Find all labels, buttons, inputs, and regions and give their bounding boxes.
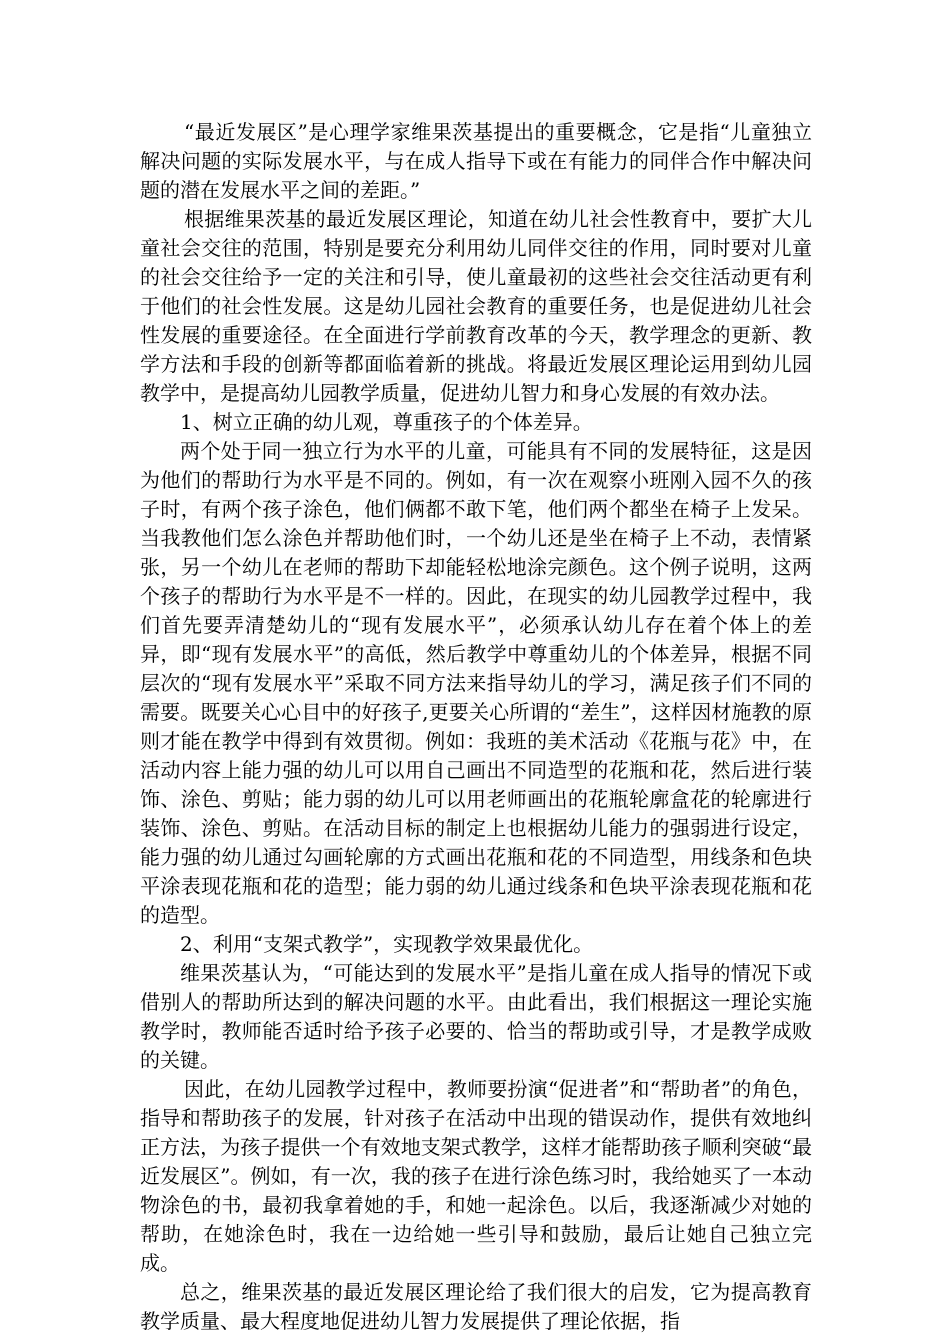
paragraph-conclusion: 总之，维果茨基的最近发展区理论给了我们很大的启发，它为提高教育教学质量、最大程度地促进幼儿智力发展提供了理论依据，指 (140, 1280, 812, 1333)
paragraph-teacher-role: 因此，在幼儿园教学过程中，教师要扮演“促进者”和“帮助者”的角色，指导和帮助孩子的发展，针对孩子在活动中出现的错误动作，提供有效地纠正方法，为孩子提供一个有效地支架式教学，这样才能帮助孩子顺利突破“最近发展区”。例如，有一次，我的孩子在进行涂色练习时，我给她买了一本动物涂色的书，最初我拿着她的手，和她一起涂色。以后，我逐渐减少对她的帮助，在她涂色时，我在一边给她一些引导和鼓励，最后让她自己独立完成。 (140, 1077, 812, 1275)
paragraph-scaffolding-theory: 维果茨基认为，“可能达到的发展水平”是指儿童在成人指导的情况下或借别人的帮助所达到的解决问题的水平。由此看出，我们根据这一理论实施教学时，教师能否适时给予孩子必要的、恰当的帮助或引导，才是教学成败的关键。 (140, 961, 812, 1072)
paragraph-individual-differences: 两个处于同一独立行为水平的儿童，可能具有不同的发展特征，这是因为他们的帮助行为水平是不同的。例如，有一次在观察小班刚入园不久的孩子时，有两个孩子涂色，他们俩都不敢下笔，他们两个都坐在椅子上发呆。当我教他们怎么涂色并帮助他们时，一个幼儿还是坐在椅子上不动，表情紧张，另一个幼儿在老师的帮助下却能轻松地涂完颜色。这个例子说明，这两个孩子的帮助行为水平是不一样的。因此，在现实的幼儿园教学过程中，我们首先要弄清楚幼儿的“现有发展水平”，必须承认幼儿存在着个体上的差异，即“现有发展水平”的高低，然后教学中尊重幼儿的个体差异，根据不同层次的“现有发展水平”采取不同方法来指导幼儿的学习，满足孩子们不同的需要。既要关心心目中的好孩子,更要关心所谓的“差生”，这样因材施教的原则才能在教学中得到有效贯彻。例如：我班的美术活动《花瓶与花》中，在活动内容上能力强的幼儿可以用自己画出不同造型的花瓶和花，然后进行装饰、涂色、剪贴；能力弱的幼儿可以用老师画出的花瓶轮廓盒花的轮廓进行装饰、涂色、剪贴。在活动目标的制定上也根据幼儿能力的强弱进行设定，能力强的幼儿通过勾画轮廓的方式画出花瓶和花的不同造型，用线条和色块平涂表现花瓶和花的造型；能力弱的幼儿通过线条和色块平涂表现花瓶和花的造型。 (140, 439, 812, 927)
section-heading-2: 2、利用“支架式教学”，实现教学效果最优化。 (180, 932, 594, 956)
document-page (140, 118, 812, 1336)
paragraph-theory-application: 根据维果茨基的最近发展区理论，知道在幼儿社会性教育中，要扩大儿童社会交往的范围，特别是要充分利用幼儿同伴交往的作用，同时要对儿童的社会交往给予一定的关注和引导，使儿童最初的这些社会交往活动更有利于他们的社会性发展。这是幼儿园社会教育的重要任务，也是促进幼儿社会性发展的重要途径。在全面进行学前教育改革的今天，教学理念的更新、教学方法和手段的创新等都面临着新的挑战。将最近发展区理论运用到幼儿园教学中，是提高幼儿园教学质量，促进幼儿智力和身心发展的有效办法。 (140, 207, 812, 405)
section-heading-1: 1、树立正确的幼儿观，尊重孩子的个体差异。 (180, 410, 593, 434)
paragraph-definition: “最近发展区”是心理学家维果茨基提出的重要概念，它是指“儿童独立解决问题的实际发展水平，与在成人指导下或在有能力的同伴合作中解决问题的潜在发展水平之间的差距。” (140, 120, 812, 202)
